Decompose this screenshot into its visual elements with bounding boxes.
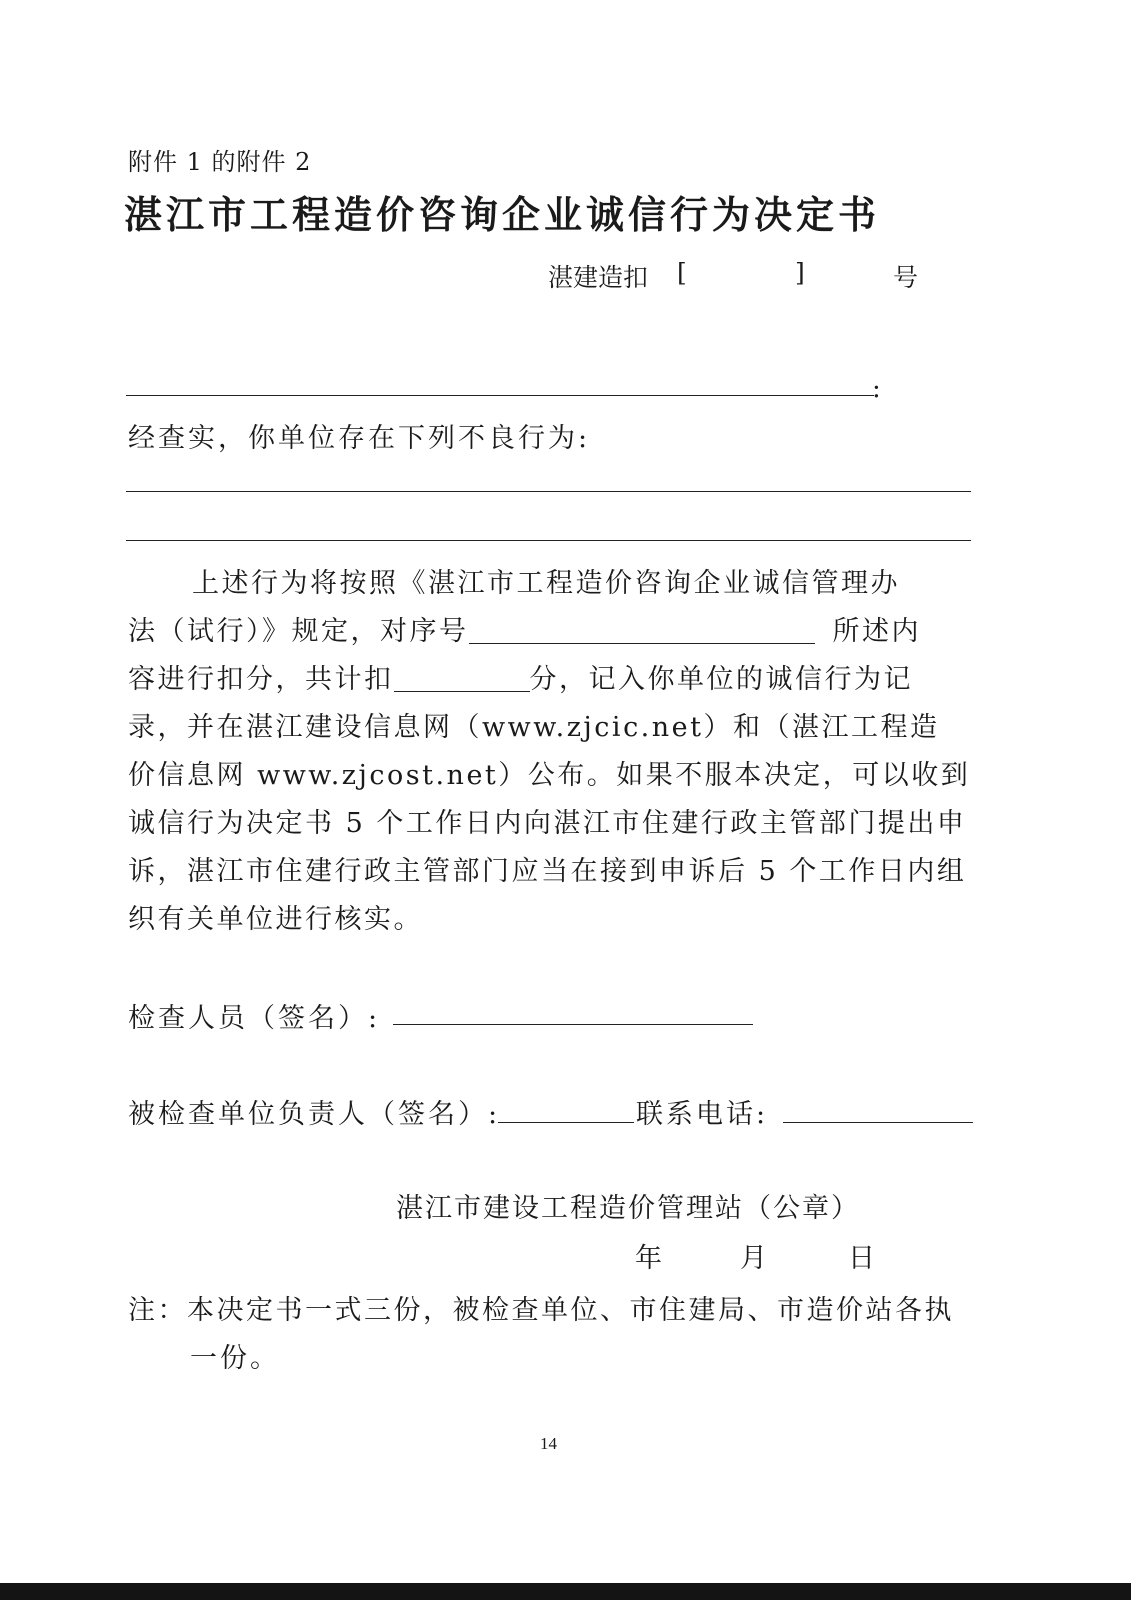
doc-number-right-bracket: ] xyxy=(795,258,805,287)
phone-label: 联系电话: xyxy=(636,1099,769,1130)
inspector-signature-label: 检查人员（签名）: xyxy=(128,1003,381,1034)
issuer-name: 湛江市建设工程造价管理站（公章） xyxy=(396,1193,860,1224)
item-number-blank xyxy=(469,617,815,644)
decision-line-3 xyxy=(128,656,913,704)
responsible-signature-blank xyxy=(498,1122,634,1123)
date-month-label: 月 xyxy=(740,1243,770,1274)
doc-number-left-bracket: [ xyxy=(677,258,687,287)
decision-line-2-start: 法（试行）》规定，对序号 xyxy=(128,616,469,647)
note-line-1: 注：本决定书一式三份，被检查单位、市住建局、市造价站各执 xyxy=(128,1295,954,1326)
violation-blank-line-2 xyxy=(126,540,971,541)
decision-line-8: 织有关单位进行核实。 xyxy=(128,904,423,935)
decision-line-1: 上述行为将按照《湛江市工程造价咨询企业诚信管理办 xyxy=(192,568,900,599)
note-line-2: 一份。 xyxy=(190,1343,280,1374)
decision-line-4: 录，并在湛江建设信息网（www.zjcic.net）和（湛江工程造 xyxy=(128,712,940,743)
decision-line-6: 诚信行为决定书 5 个工作日内向湛江市住建行政主管部门提出申 xyxy=(128,808,967,839)
addressee-blank xyxy=(126,395,874,396)
decision-line-5: 价信息网 www.zjcost.net）公布。如果不服本决定，可以收到 xyxy=(128,760,971,791)
deduction-points-blank xyxy=(394,665,530,692)
document-title: 湛江市工程造价咨询企业诚信行为决定书 xyxy=(124,193,881,237)
decision-line-7: 诉，湛江市住建行政主管部门应当在接到申诉后 5 个工作日内组 xyxy=(128,856,967,887)
doc-number-suffix: 号 xyxy=(893,263,919,292)
addressee-colon: : xyxy=(872,374,881,404)
doc-number-prefix: 湛建造扣 xyxy=(548,263,649,292)
attachment-label: 附件 1 的附件 2 xyxy=(128,148,312,176)
phone-blank xyxy=(783,1122,973,1123)
date-year-label: 年 xyxy=(635,1243,665,1274)
page-number: 14 xyxy=(540,1434,557,1453)
responsible-signature-label: 被检查单位负责人（签名）: xyxy=(128,1099,501,1130)
violation-blank-line-1 xyxy=(126,491,971,492)
decision-line-2-end: 所述内 xyxy=(832,616,921,647)
decision-line-3-end: 分，记入你单位的诚信行为记 xyxy=(529,664,913,695)
decision-line-2 xyxy=(128,608,921,656)
date-day-label: 日 xyxy=(848,1243,878,1274)
scan-edge-bar xyxy=(0,1583,1131,1600)
inspector-signature-blank xyxy=(393,1024,753,1025)
findings-intro: 经查实，你单位存在下列不良行为: xyxy=(128,423,591,454)
decision-line-3-start: 容进行扣分，共计扣 xyxy=(128,664,394,695)
